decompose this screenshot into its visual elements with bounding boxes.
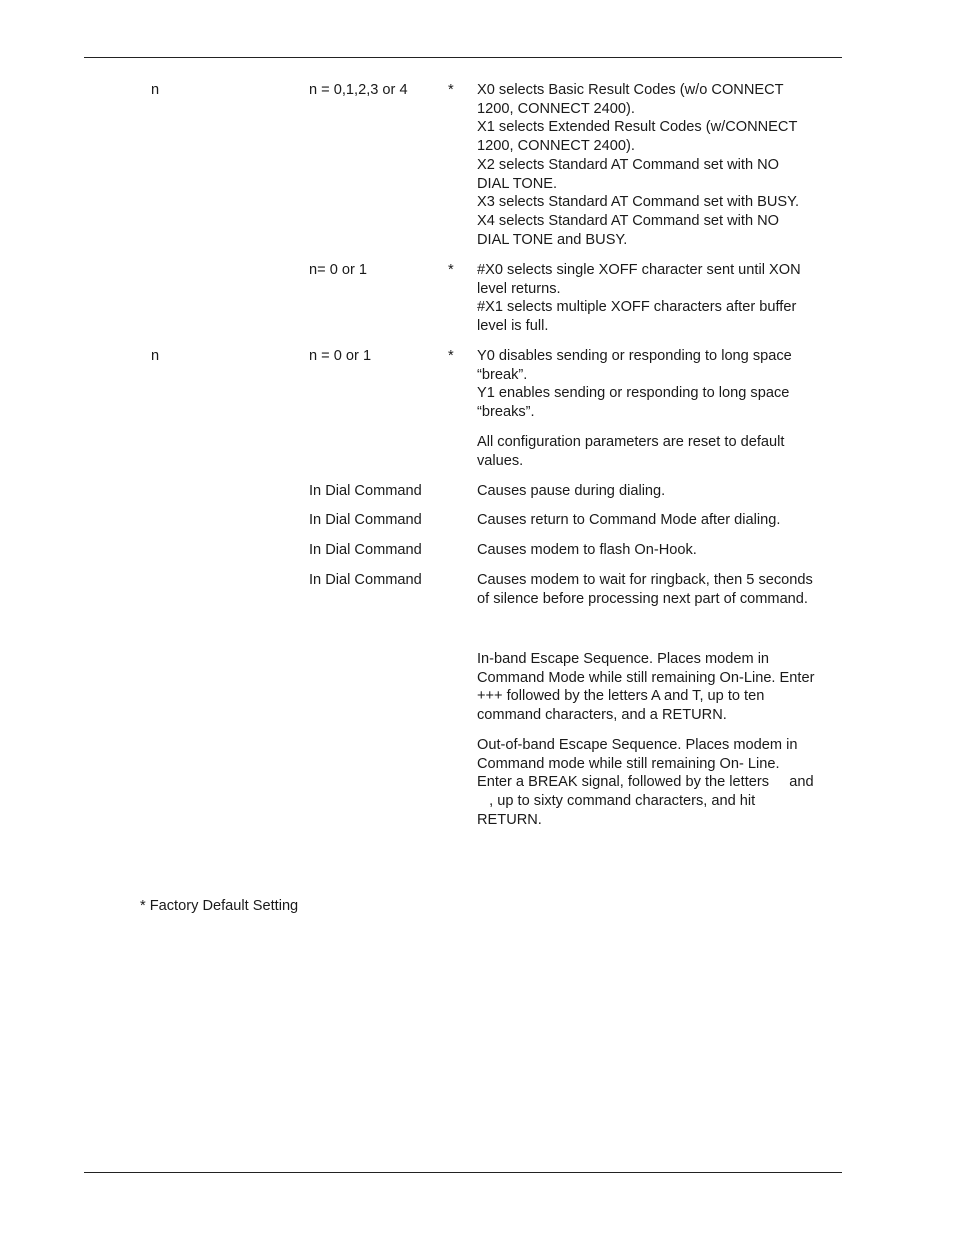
description-line: Causes pause during dialing.	[477, 483, 666, 499]
description-cell	[477, 571, 841, 608]
parameter-cell: n	[151, 348, 160, 364]
description-line: RETURN.	[477, 811, 542, 828]
description-line: +++ followed by the letters A and T, up to ten	[477, 688, 765, 705]
description-line: Y1 enables sending or responding to long space	[477, 385, 790, 402]
description-line: X1 selects Extended Result Codes (w/CONNECT	[477, 119, 798, 136]
description-line: , up to sixty command characters, and hit	[477, 793, 756, 810]
parameter-cell: n	[151, 82, 160, 98]
description-line: 1200, CONNECT 2400).	[477, 138, 635, 155]
value-cell: n = 0 or 1	[309, 348, 372, 364]
description-line: #X0 selects single XOFF character sent until XON	[477, 262, 801, 278]
description-cell	[477, 81, 841, 249]
description-line: level is full.	[477, 318, 549, 335]
description-line: DIAL TONE and BUSY.	[477, 231, 628, 248]
description-cell	[477, 261, 841, 336]
description-line: Enter a BREAK signal, followed by the letters and	[477, 774, 814, 791]
value-cell: n= 0 or 1	[309, 262, 368, 278]
value-cell: n = 0,1,2,3 or 4	[309, 82, 408, 98]
footer-rule	[84, 1172, 842, 1173]
description-line: “breaks”.	[477, 404, 535, 421]
description-line: values.	[477, 452, 524, 469]
description-cell	[477, 347, 841, 422]
default-marker: *	[448, 348, 454, 364]
description-cell	[477, 511, 841, 530]
description-line: In-band Escape Sequence. Places modem in	[477, 651, 770, 667]
description-line: “break”.	[477, 366, 528, 383]
description-line: X3 selects Standard AT Command set with BUSY.	[477, 194, 800, 211]
description-cell	[477, 736, 841, 830]
description-line: Causes modem to wait for ringback, then 5 seconds	[477, 572, 813, 588]
description-line: command characters, and a RETURN.	[477, 707, 727, 724]
description-cell	[477, 650, 841, 725]
description-cell	[477, 482, 841, 501]
description-line: of silence before processing next part of command.	[477, 590, 808, 607]
description-line: Out-of-band Escape Sequence. Places modem in	[477, 737, 798, 753]
description-line: All configuration parameters are reset to default	[477, 434, 785, 450]
description-line: X2 selects Standard AT Command set with NO	[477, 156, 780, 173]
description-line: X0 selects Basic Result Codes (w/o CONNECT	[477, 82, 784, 98]
description-line: Causes modem to flash On-Hook.	[477, 542, 697, 558]
description-cell	[477, 541, 841, 560]
description-line: Command mode while still remaining On- Line.	[477, 755, 780, 772]
value-cell: In Dial Command	[309, 542, 422, 558]
description-line: Y0 disables sending or responding to long space	[477, 348, 792, 364]
default-marker: *	[448, 82, 454, 98]
description-line: level returns.	[477, 280, 561, 297]
footnote: * Factory Default Setting	[140, 898, 299, 914]
value-cell: In Dial Command	[309, 572, 422, 588]
value-cell: In Dial Command	[309, 512, 422, 528]
description-cell	[477, 433, 841, 470]
description-line: #X1 selects multiple XOFF characters after buffer	[477, 299, 797, 316]
header-rule	[84, 57, 842, 58]
value-cell: In Dial Command	[309, 483, 422, 499]
description-line: 1200, CONNECT 2400).	[477, 100, 635, 117]
description-line: Command Mode while still remaining On-Line. Enter	[477, 669, 815, 686]
description-line: X4 selects Standard AT Command set with NO	[477, 212, 780, 229]
default-marker: *	[448, 262, 454, 278]
description-line: Causes return to Command Mode after dialing.	[477, 512, 781, 528]
description-line: DIAL TONE.	[477, 175, 558, 192]
